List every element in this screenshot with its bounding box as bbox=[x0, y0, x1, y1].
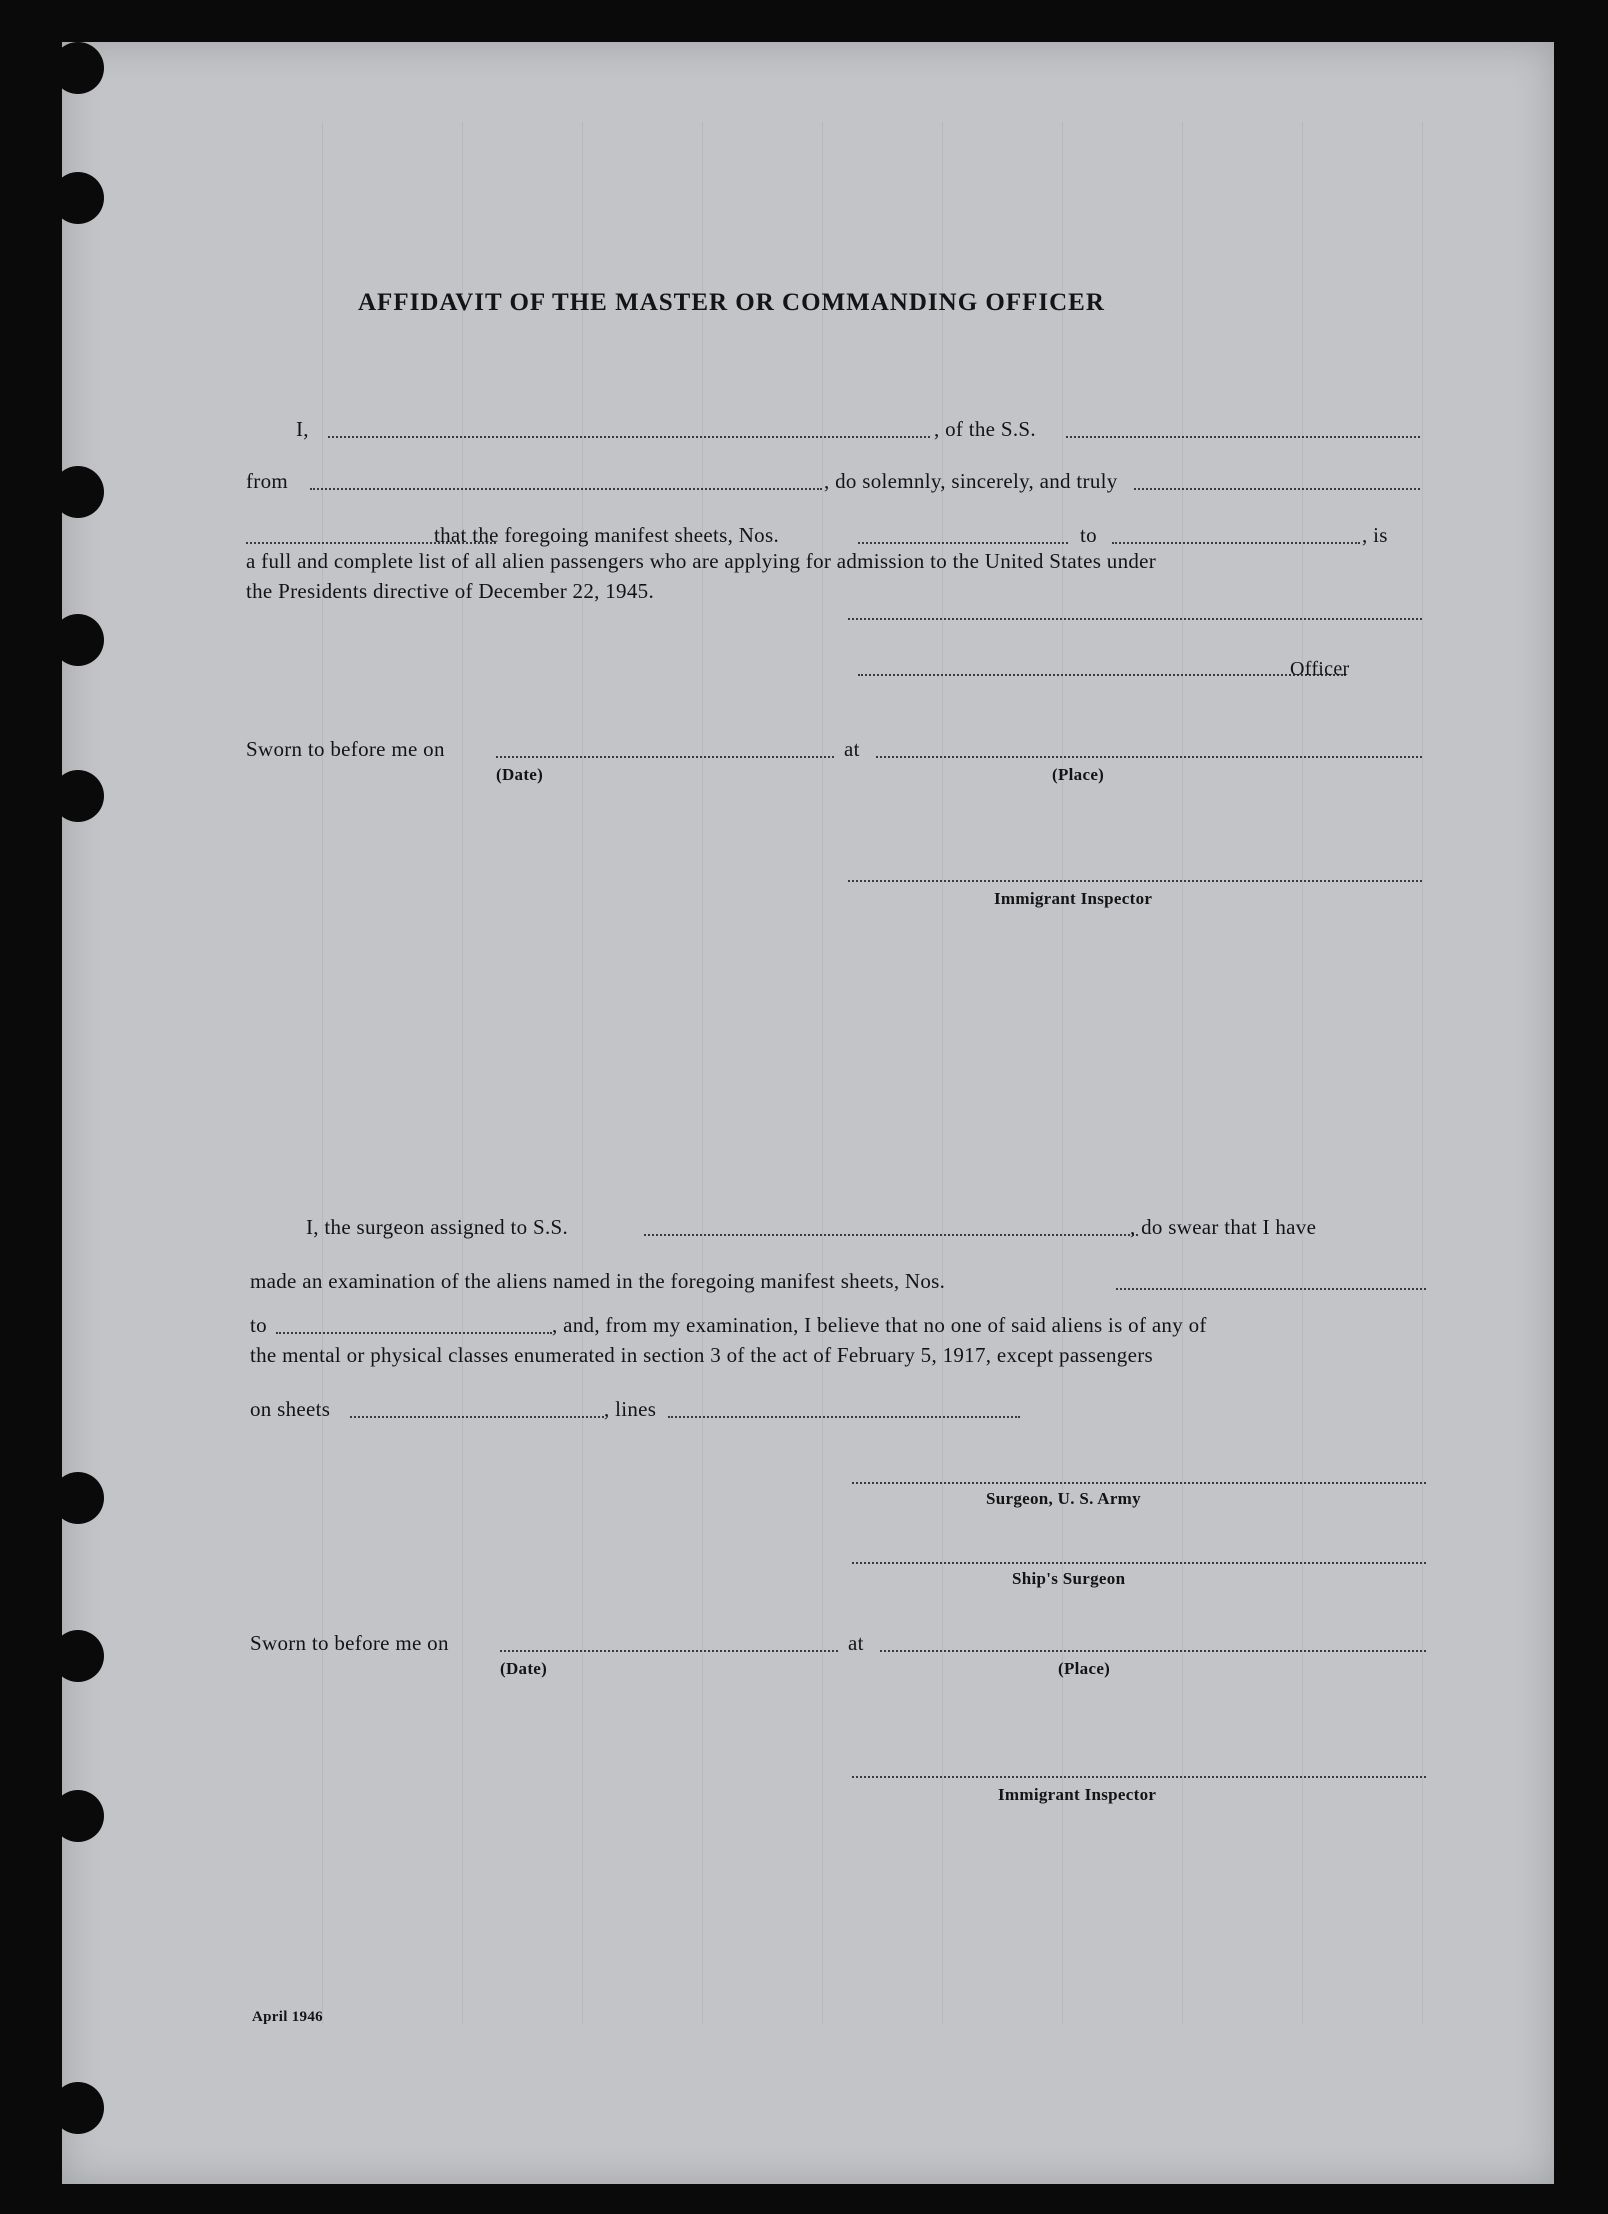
sworn1-prefix: Sworn to before me on bbox=[246, 737, 445, 761]
form-date: April 1946 bbox=[252, 2009, 323, 2025]
ghost-column-line bbox=[1182, 122, 1183, 2024]
surgeon-line1-end: , do swear that I have bbox=[1130, 1215, 1317, 1239]
punch-hole bbox=[62, 466, 104, 518]
master-line3-mid: that the foregoing manifest sheets, Nos. bbox=[434, 523, 780, 547]
surgeon-line5-prefix: on sheets bbox=[250, 1397, 331, 1421]
except-sheets-field[interactable] bbox=[350, 1416, 604, 1418]
surgeon-line3-mid: , and, from my examination, I believe that no one of said aliens is of any of bbox=[552, 1313, 1207, 1337]
ghost-column-line bbox=[822, 122, 823, 2024]
master-signature-field[interactable] bbox=[848, 618, 1422, 620]
sworn2-place-field[interactable] bbox=[880, 1650, 1426, 1652]
master-line1-prefix: I, bbox=[296, 417, 309, 441]
sworn1-place-label: (Place) bbox=[1052, 765, 1105, 784]
inspector1-label: Immigrant Inspector bbox=[994, 889, 1153, 908]
surgeon-line3-prefix: to bbox=[250, 1313, 267, 1337]
surgeon-line5-mid: , lines bbox=[604, 1397, 657, 1421]
master-line3-end: , is bbox=[1362, 523, 1388, 547]
punch-hole bbox=[62, 2082, 104, 2134]
sworn2-prefix: Sworn to before me on bbox=[250, 1631, 449, 1655]
ghost-column-line bbox=[702, 122, 703, 2024]
master-name-field[interactable] bbox=[328, 436, 930, 438]
manifest-from-field[interactable] bbox=[858, 542, 1068, 544]
punch-hole bbox=[62, 770, 104, 822]
surgeon-line1-prefix: I, the surgeon assigned to S.S. bbox=[306, 1215, 569, 1239]
sworn1-date-label: (Date) bbox=[496, 765, 544, 784]
surgeon-manifest-from-field[interactable] bbox=[1116, 1288, 1426, 1290]
master-line4: a full and complete list of all alien passengers who are applying for admission to the United States under bbox=[246, 549, 1157, 573]
surgeon-line4: the mental or physical classes enumerated in section 3 of the act of February 5, 1917, except passengers bbox=[250, 1343, 1153, 1367]
port-from-field[interactable] bbox=[310, 488, 822, 490]
sworn1-date-field[interactable] bbox=[496, 756, 834, 758]
punch-hole bbox=[62, 614, 104, 666]
ghost-column-line bbox=[322, 122, 323, 2024]
punch-hole bbox=[62, 172, 104, 224]
oath-word-field[interactable] bbox=[1134, 488, 1420, 490]
officer-signature-field[interactable] bbox=[858, 674, 1346, 676]
manifest-to-field[interactable] bbox=[1112, 542, 1360, 544]
ship-surgeon-label: Ship's Surgeon bbox=[1012, 1569, 1126, 1588]
master-line2-mid: , do solemnly, sincerely, and truly bbox=[824, 469, 1118, 493]
sworn2-date-field[interactable] bbox=[500, 1650, 838, 1652]
ghost-column-line bbox=[582, 122, 583, 2024]
master-line2-prefix: from bbox=[246, 469, 289, 493]
sworn2-at: at bbox=[848, 1631, 864, 1655]
officer-label: Officer bbox=[1290, 658, 1350, 680]
except-lines-field[interactable] bbox=[668, 1416, 1020, 1418]
ghost-column-line bbox=[1422, 122, 1423, 2024]
inspector1-signature-field[interactable] bbox=[848, 880, 1422, 882]
master-line5: the Presidents directive of December 22, 1945. bbox=[246, 579, 655, 603]
surgeon-ship-field[interactable] bbox=[644, 1234, 1138, 1236]
ship-surgeon-signature-field[interactable] bbox=[852, 1562, 1426, 1564]
sworn2-place-label: (Place) bbox=[1058, 1659, 1111, 1678]
punch-hole bbox=[62, 1790, 104, 1842]
punch-hole bbox=[62, 42, 104, 94]
master-line3-to: to bbox=[1080, 523, 1097, 547]
sworn1-place-field[interactable] bbox=[876, 756, 1422, 758]
punch-hole bbox=[62, 1630, 104, 1682]
army-surgeon-label: Surgeon, U. S. Army bbox=[986, 1489, 1141, 1508]
ship-name-field[interactable] bbox=[1066, 436, 1420, 438]
ghost-column-line bbox=[462, 122, 463, 2024]
ghost-column-line bbox=[1062, 122, 1063, 2024]
inspector2-label: Immigrant Inspector bbox=[998, 1785, 1157, 1804]
ghost-column-line bbox=[942, 122, 943, 2024]
master-line1-mid: , of the S.S. bbox=[934, 417, 1036, 441]
form-title: AFFIDAVIT OF THE MASTER OR COMMANDING OFFICER bbox=[358, 289, 1105, 316]
sworn1-at: at bbox=[844, 737, 860, 761]
army-surgeon-signature-field[interactable] bbox=[852, 1482, 1426, 1484]
surgeon-manifest-to-field[interactable] bbox=[276, 1332, 552, 1334]
ghost-column-line bbox=[1302, 122, 1303, 2024]
surgeon-line2: made an examination of the aliens named in the foregoing manifest sheets, Nos. bbox=[250, 1269, 946, 1293]
inspector2-signature-field[interactable] bbox=[852, 1776, 1426, 1778]
punch-hole bbox=[62, 1472, 104, 1524]
sworn2-date-label: (Date) bbox=[500, 1659, 548, 1678]
form-page bbox=[62, 42, 1554, 2184]
